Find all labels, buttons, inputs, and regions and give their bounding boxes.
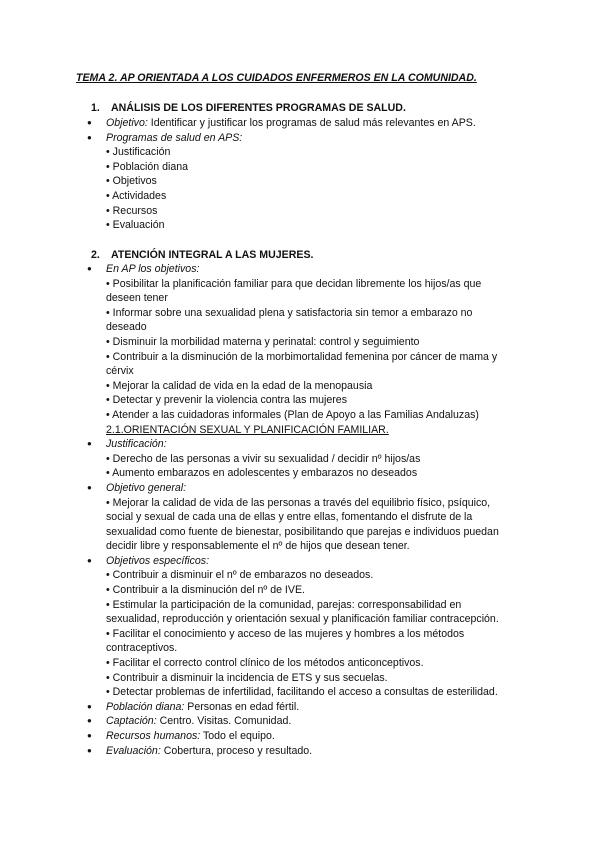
- evaluacion-text: Cobertura, proceso y resultado.: [160, 744, 313, 757]
- document-title: TEMA 2. AP ORIENTADA A LOS CUIDADOS ENFERMEROS EN LA COMUNIDAD.: [76, 72, 477, 84]
- programas-subitem: • Actividades: [106, 189, 167, 202]
- section-2-number: 2.: [91, 249, 100, 261]
- objetivo-text: Identificar y justificar los programas de salud más relevantes en APS.: [147, 117, 476, 129]
- evaluacion-item: [85, 744, 525, 759]
- section-1-number: 1.: [91, 102, 100, 114]
- objetivos-especificos-label: Objetivos específicos:: [106, 554, 210, 567]
- objetivos-especificos-line: • Contribuir a disminuir la incidencia de ETS y sus secuelas.: [106, 671, 388, 684]
- ap-objetivos-line: • Detectar y prevenir la violencia contra las mujeres: [106, 394, 347, 407]
- objetivo-item: [85, 116, 525, 131]
- ap-objetivos-line: • Atender a las cuidadoras informales (Plan de Apoyo a las Familias Andaluzas): [106, 408, 479, 421]
- programas-subitem: • Evaluación: [106, 219, 165, 232]
- objetivos-especificos-line: • Facilitar el conocimiento y acceso de las mujeres y hombres a los métodos: [106, 627, 465, 640]
- bullet-icon: ●: [87, 482, 92, 492]
- ap-objetivos-item: [85, 262, 525, 277]
- justificacion-line: • Derecho de las personas a vivir su sexualidad / decidir nº hijos/as: [106, 452, 421, 465]
- captacion-label: Captación:: [106, 715, 157, 728]
- ap-objetivos-line: • Contribuir a la disminución de la morbimortalidad femenina por cáncer de mama y: [106, 350, 498, 363]
- objetivo-general-label: Objetivo general:: [106, 481, 187, 494]
- justificacion-item: [85, 437, 525, 452]
- bullet-icon: ●: [87, 264, 92, 273]
- objetivo-general-line: social y sexual de cada una de ellas y entre ellas, fomentando el disfrute de la: [106, 511, 473, 524]
- objetivos-especificos-item: [85, 554, 525, 569]
- poblacion-diana-item: [85, 700, 525, 715]
- evaluacion-label: Evaluación:: [106, 744, 161, 757]
- section-2-body: [85, 262, 525, 758]
- bullet-icon: ●: [87, 716, 92, 726]
- captacion-item: [85, 714, 525, 729]
- objetivos-especificos-line: sexualidad, reproducción y orientación sexual y planificación familiar contracepción.: [106, 613, 499, 626]
- ap-objetivos-line: deseado: [106, 321, 147, 334]
- recursos-humanos-item: [85, 729, 525, 744]
- bullet-icon: ●: [87, 118, 92, 127]
- objetivo-general-line: • Mejorar la calidad de vida de las personas a través del equilibrio físico, psíquico,: [106, 496, 491, 509]
- justificacion-line: • Aumento embarazos en adolescentes y embarazos no deseados: [106, 467, 418, 480]
- ap-objetivos-line: • Informar sobre una sexualidad plena y satisfactoria sin temor a embarazo no: [106, 306, 473, 319]
- objetivo-label: Objetivo:: [106, 117, 148, 129]
- programas-subitem: • Objetivos: [106, 175, 157, 188]
- recursos-humanos-label: Recursos humanos:: [106, 730, 201, 742]
- poblacion-diana-label: Población diana:: [106, 700, 185, 713]
- subsection-heading: 2.1.ORIENTACIÓN SEXUAL Y PLANIFICACIÓN FAMILIAR.: [106, 423, 389, 436]
- ap-objetivos-label: En AP los objetivos:: [106, 263, 200, 275]
- section-2-heading: [91, 248, 313, 263]
- section-1-body: [85, 116, 525, 233]
- justificacion-label: Justificación:: [106, 438, 167, 451]
- bullet-icon: ●: [87, 745, 92, 755]
- ap-objetivos-line: • Disminuir la morbilidad materna y perinatal: control y seguimiento: [106, 335, 420, 348]
- bullet-icon: ●: [87, 701, 92, 711]
- programas-label: Programas de salud en APS:: [106, 131, 243, 144]
- objetivos-especificos-line: • Contribuir a disminuir el nº de embarazos no deseados.: [106, 569, 374, 582]
- objetivos-especificos-line: • Facilitar el correcto control clínico de los métodos anticonceptivos.: [106, 657, 424, 670]
- objetivos-especificos-line: • Detectar problemas de infertilidad, facilitando el acceso a consultas de esterilidad.: [106, 686, 498, 699]
- ap-objetivos-line: cérvix: [106, 365, 134, 378]
- bullet-icon: ●: [87, 731, 92, 740]
- objetivos-especificos-line: • Estimular la participación de la comunidad, parejas: corresponsabilidad en: [106, 598, 462, 611]
- ap-objetivos-line: • Mejorar la calidad de vida en la edad de la menopausia: [106, 379, 373, 392]
- programas-subitem: • Población diana: [106, 160, 189, 173]
- objetivo-general-line: sexualidad como fuente de bienestar, posibilitando que parejas e individuos puedan: [106, 525, 499, 538]
- poblacion-diana-text: Personas en edad fértil.: [184, 700, 300, 713]
- section-1-heading: [91, 101, 406, 116]
- section-1-title: ANÁLISIS DE LOS DIFERENTES PROGRAMAS DE SALUD.: [111, 102, 406, 114]
- bullet-icon: ●: [87, 439, 92, 449]
- ap-objetivos-line: deseen tener: [106, 292, 168, 305]
- objetivo-general-item: [85, 481, 525, 496]
- bullet-icon: ●: [87, 132, 92, 142]
- section-2-title: ATENCIÓN INTEGRAL A LAS MUJERES.: [111, 249, 314, 261]
- programas-subitem: • Recursos: [106, 204, 158, 217]
- programas-item: [85, 131, 525, 146]
- bullet-icon: ●: [87, 555, 92, 565]
- objetivos-especificos-line: contraceptivos.: [106, 642, 178, 655]
- ap-objetivos-line: • Posibilitar la planificación familiar para que decidan libremente los hijos/as que: [106, 277, 482, 290]
- captacion-text: Centro. Visitas. Comunidad.: [156, 715, 292, 728]
- programas-subitem: • Justificación: [106, 146, 171, 159]
- objetivos-especificos-line: • Contribuir a la disminución del nº de IVE.: [106, 584, 305, 597]
- recursos-humanos-text: Todo el equipo.: [200, 730, 275, 742]
- objetivo-general-line: decidir libre y responsablemente el nº de hijos que desean tener.: [106, 540, 410, 553]
